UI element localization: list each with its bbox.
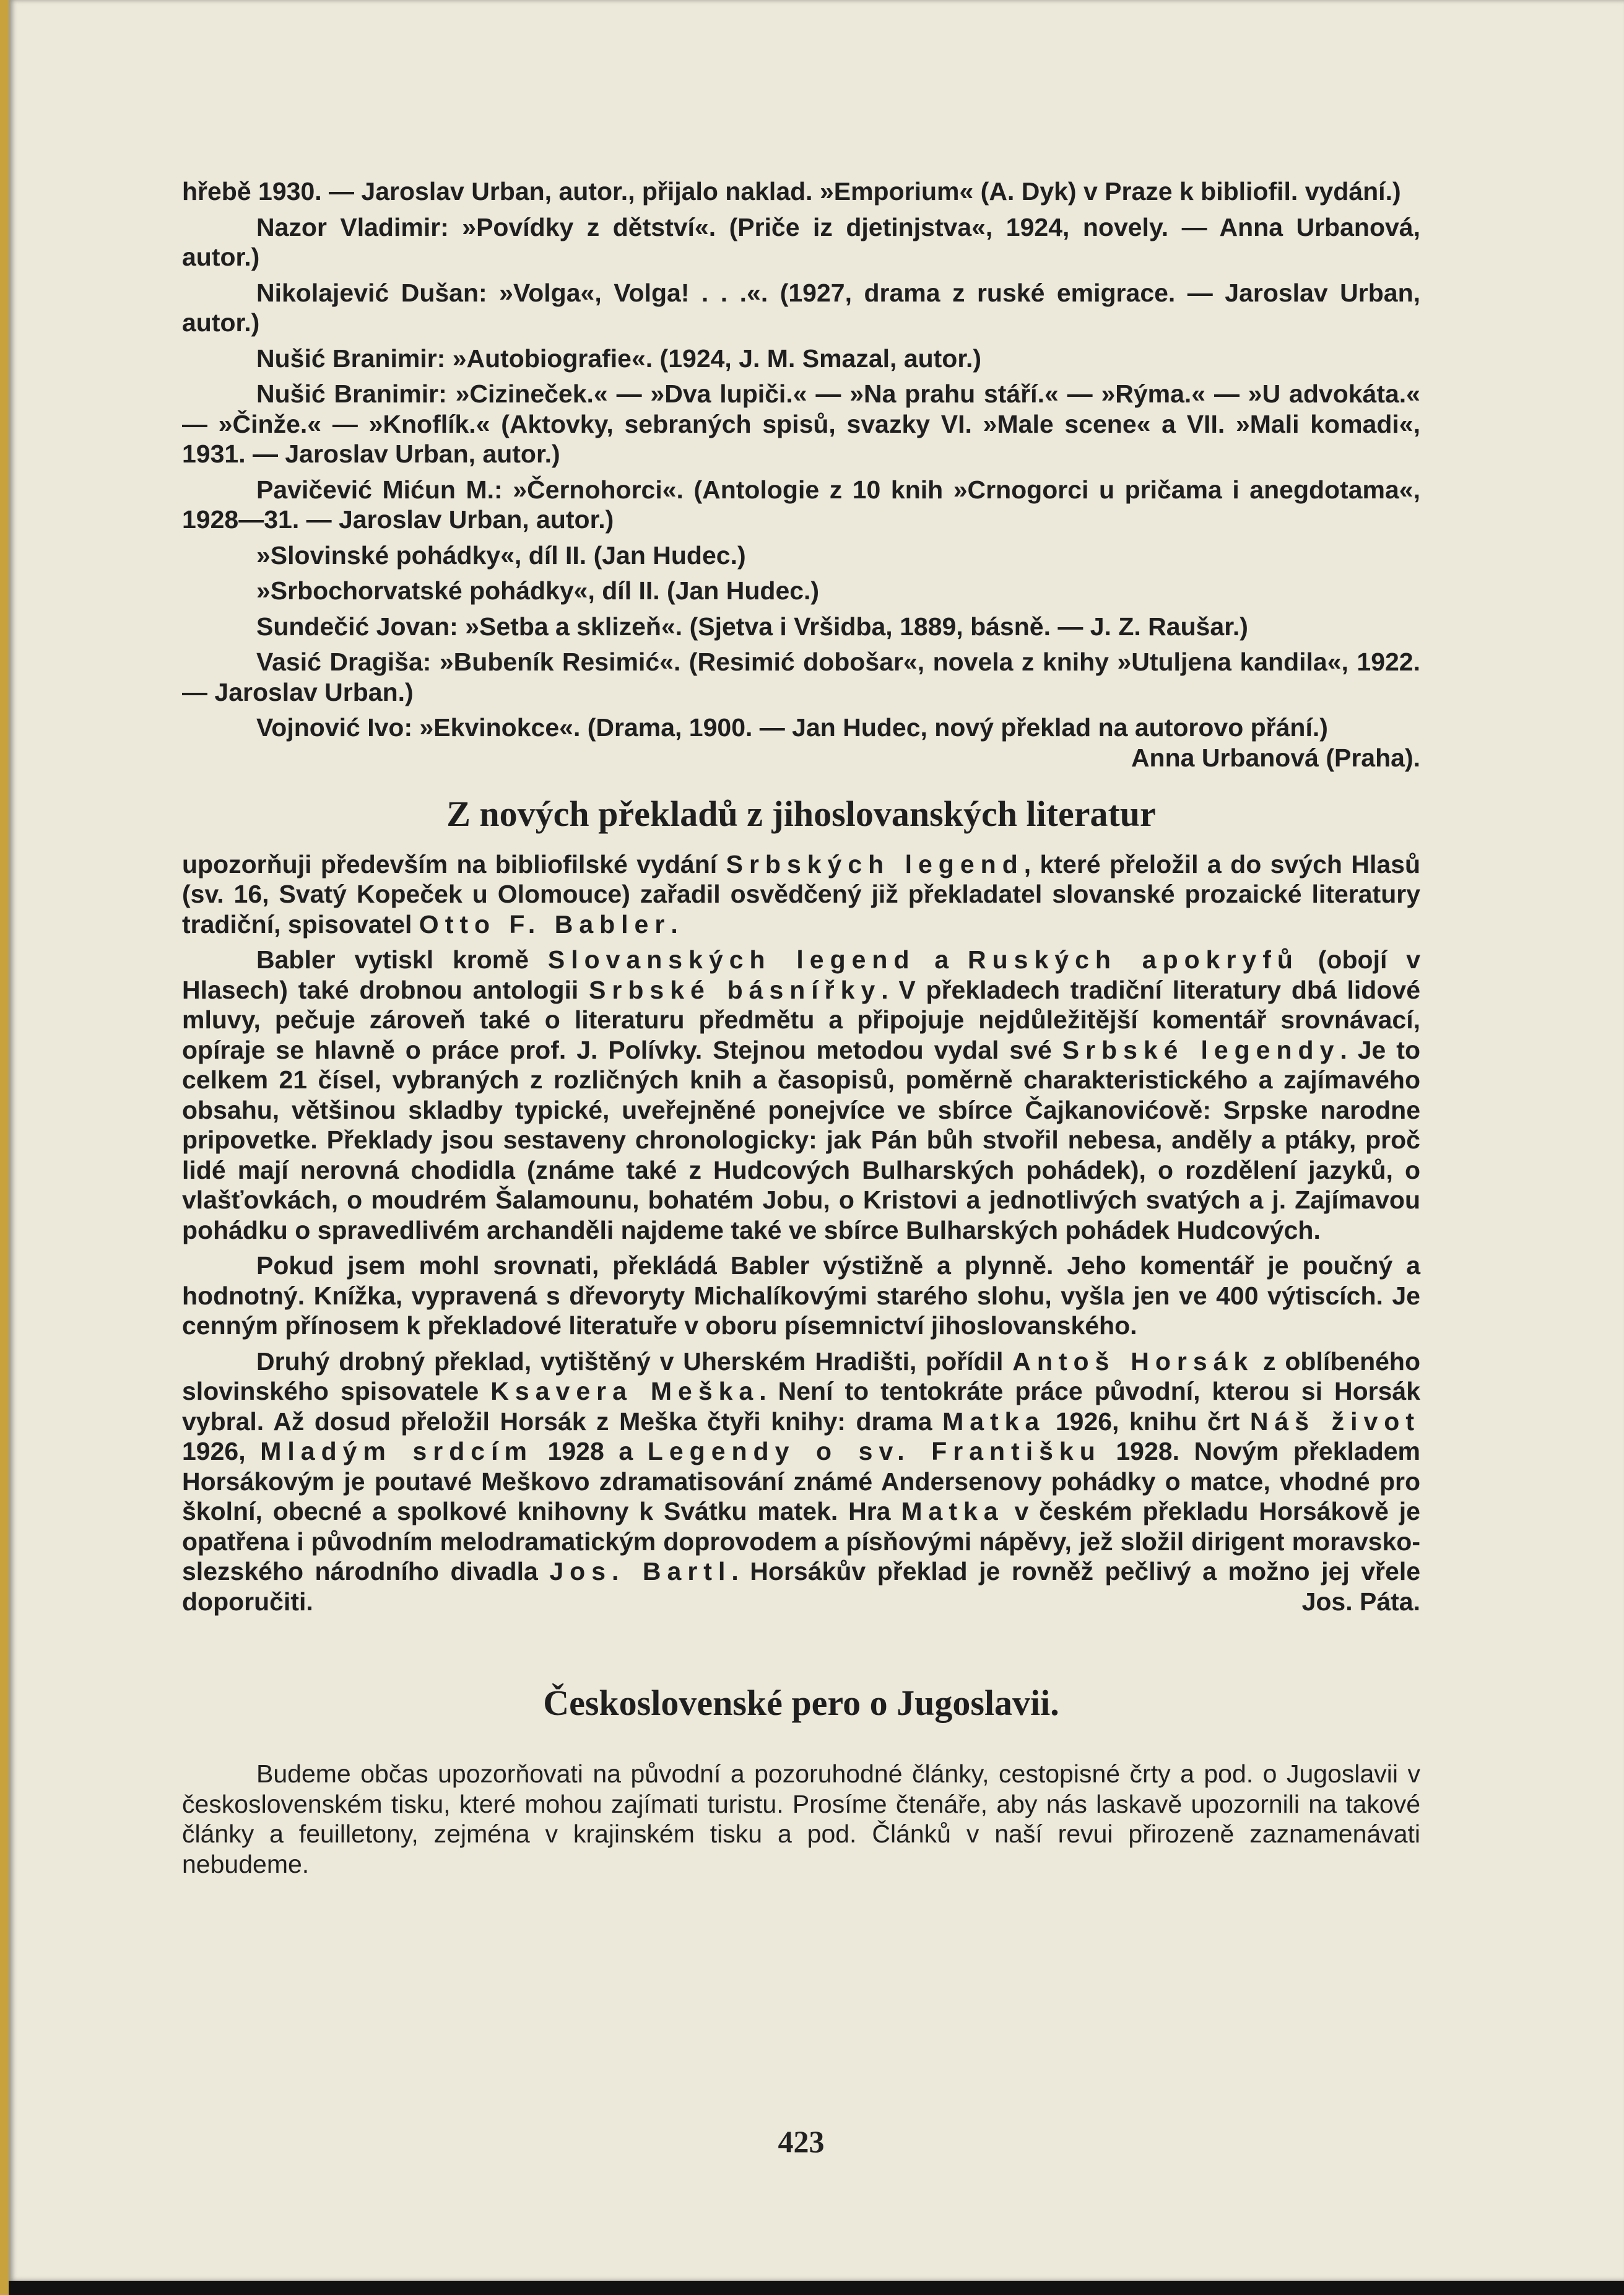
text-run: Druhý drobný překlad, vytištěný v Uherském Hradišti, pořídil bbox=[256, 1347, 1013, 1376]
text-run: upozorňuji především na bibliofilské vydání bbox=[182, 849, 726, 879]
text-run: . Není to tentokráte práce původní, kterou si Horsák vybral. Až dosud přeložil Horsák z Meška čtyři knihy: drama bbox=[182, 1377, 1420, 1436]
list-entry: Nikolajević Dušan: »Volga«, Volga! . . .«. (1927, drama z ruské emigrace. — Jaroslav Urban, autor.) bbox=[182, 278, 1420, 337]
text-run: . bbox=[671, 909, 678, 939]
list-entry: Nušić Branimir: »Cizineček.« — »Dva lupiči.« — »Na prahu stáří.« — »Rýma.« — »U advokáta.« — »Činže.« — »Knoflík.« (Aktovky, sebraných spisů, svazky VI. »Male scene« a VII. »Mali komadi«, 1931. — Jaroslav Urban, autor.) bbox=[182, 380, 1420, 468]
text-run: Babler vytiskl kromě bbox=[256, 945, 548, 974]
spaced-title: Slovanských legend bbox=[547, 945, 916, 974]
spaced-title: Matka bbox=[942, 1407, 1046, 1436]
scan-bottom-edge bbox=[9, 2281, 1624, 2295]
author-signature: Anna Urbanová (Praha). bbox=[1131, 743, 1420, 772]
section-heading: Z nových překladů z jihoslovanských literatur bbox=[446, 793, 1156, 834]
spaced-title: Srbských legend bbox=[726, 849, 1024, 879]
text-run: 1926, bbox=[182, 1437, 261, 1465]
paragraph bbox=[182, 849, 1420, 940]
author-signature: Jos. Páta. bbox=[1301, 1587, 1420, 1616]
list-entry: hřebě 1930. — Jaroslav Urban, autor., přijalo naklad. »Emporium« (A. Dyk) v Praze k bibliofil. vydání.) bbox=[182, 177, 1401, 206]
text-run: 1928 a bbox=[532, 1437, 648, 1465]
text-run: . Je to celkem 21 čísel, vybraných z rozličných knih a časopisů, poměrně charakteristického a zajímavého obsahu, většinou skladby typické, uveřejněné ponejvíce ve sbírce Čajkanovićově: Srpske narodne pripovetke. Překlady jsou sestaveny chronologicky: jak Pán bůh stvořil nebesa, anděly a ptáky, proč lidé mají nerovná chodidla (známe také z Hudcových Bulharských pohádek), o rozdělení jazyků, o vlašťovkách, o moudrém Šalamounu, bohatém Jobu, o Kristovi a jednotlivých svatých a j. Zajímavou pohádku o spravedlivém archanděli najdeme také ve sbírce Bulharských pohádek Hudcových. bbox=[182, 1035, 1420, 1244]
spaced-name: Otto F. Babler bbox=[419, 909, 671, 939]
list-entry-text: Vojnović Ivo: »Ekvinokce«. (Drama, 1900. — Jan Hudec, nový překlad na autorovo přání.) bbox=[256, 713, 1328, 742]
book-spine bbox=[0, 0, 9, 2295]
list-entry: Vasić Dragiša: »Bubeník Resimić«. (Resimić dobošar«, novela z knihy »Utuljena kandila«, 1922. — Jaroslav Urban.) bbox=[182, 648, 1420, 706]
paragraph bbox=[182, 1347, 1420, 1617]
text-run: v českém překladu Horsákově je opatřena i původním melodramatickým doprovodem a písňovými nápěvy, jež složil dirigent moravsko-slezského národního divadla bbox=[182, 1497, 1420, 1586]
spaced-name: Jos. Bartl bbox=[549, 1557, 732, 1586]
spaced-title: Mladým srdcím bbox=[260, 1437, 533, 1465]
text-run: 1928. Novým překladem Horsákovým je poutavé Meškovo zdramatisování známé Andersenovy pohádky o matce, vhodné pro školní, obecné a spolkové knihovny k Svátku matek. Hra bbox=[182, 1437, 1421, 1525]
text-run: . Horsákův překlad je rovněž pečlivý a možno jej vřele doporučiti. bbox=[182, 1557, 1421, 1616]
paragraph: Pokud jsem mohl srovnati, překládá Babler výstižně a plynně. Jeho komentář je poučný a hodnotný. Knížka, vypravená s dřevoryty Michalíkovými starého slohu, vyšla jen ve 400 výtiscích. Je cenným přínosem k překladové literatuře v oboru písemnictví jihoslovanského. bbox=[182, 1251, 1420, 1340]
paragraph bbox=[182, 945, 1420, 1245]
book-page bbox=[9, 0, 1624, 2281]
text-run: (obojí v Hlasech) také drobnou antologii bbox=[182, 945, 1421, 1004]
spaced-title: Ruských apokryfů bbox=[968, 945, 1299, 974]
spaced-title: Srbské básnířky bbox=[589, 975, 882, 1004]
spaced-title: Srbské legendy bbox=[1062, 1035, 1340, 1064]
page-number: 423 bbox=[778, 2124, 825, 2159]
text-run: . V překladech tradiční literatury dbá lidové mluvy, pečuje zároveň také o literaturu předmětu a připojuje nejdůležitější komentář srovnávací, opíraje se hlavně o práce prof. J. Polívky. Stejnou metodou vydal své bbox=[182, 975, 1420, 1064]
list-entry: Pavičević Mićun M.: »Černohorci«. (Antologie z 10 knih »Crnogorci u pričama i anegdotama«, 1928—31. — Jaroslav Urban, autor.) bbox=[182, 475, 1420, 534]
text-run: a bbox=[915, 945, 968, 974]
list-entry: »Srbochorvatské pohádky«, díl II. (Jan Hudec.) bbox=[256, 576, 820, 605]
section-body bbox=[182, 849, 1420, 1617]
spaced-name: Antoš Horsák bbox=[1012, 1347, 1254, 1376]
list-entry: Nušić Branimir: »Autobiografie«. (1924, J. M. Smazal, autor.) bbox=[256, 344, 982, 373]
page-content bbox=[182, 176, 1420, 1885]
spaced-title: Matka bbox=[901, 1497, 1004, 1525]
spaced-title: Náš život bbox=[1249, 1407, 1420, 1436]
spaced-title: Legendy o sv. Františku bbox=[647, 1437, 1101, 1465]
text-run: 1926, knihu črt bbox=[1045, 1407, 1250, 1436]
list-entry: »Slovinské pohádky«, díl II. (Jan Hudec.) bbox=[256, 540, 746, 570]
paragraph: Budeme občas upozorňovati na původní a pozoruhodné články, cestopisné črty a pod. o Jugoslavii v československém tisku, které mohou zajímati turistu. Prosíme čtenáře, aby nás laskavě upozornili na takové články a feuilletony, zejména v krajinském tisku a pod. Článků v naší revui přirozeně zaznamenávati nebudeme. bbox=[182, 1759, 1420, 1878]
list-entry: Sundečić Jovan: »Setba a sklizeň«. (Sjetva i Vršidba, 1889, básně. — J. Z. Raušar.) bbox=[256, 612, 1248, 641]
section-heading: Československé pero o Jugoslavii. bbox=[543, 1683, 1059, 1723]
list-entry-last bbox=[182, 713, 1420, 772]
text-run: z oblíbeného slovinského spisovatele bbox=[182, 1347, 1421, 1405]
translation-list bbox=[182, 176, 1420, 772]
list-entry: Nazor Vladimir: »Povídky z dětství«. (Priče iz djetinjstva«, 1924, novely. — Anna Urbanová, autor.) bbox=[182, 212, 1420, 271]
text-run: , které přeložil a do svých Hlasů (sv. 16, Svatý Kopeček u Olomouce) zařadil osvědčený již překladatel slovanské prozaické literatury tradiční, spisovatel bbox=[182, 849, 1420, 939]
spaced-name: Ksavera Meška bbox=[490, 1377, 760, 1405]
